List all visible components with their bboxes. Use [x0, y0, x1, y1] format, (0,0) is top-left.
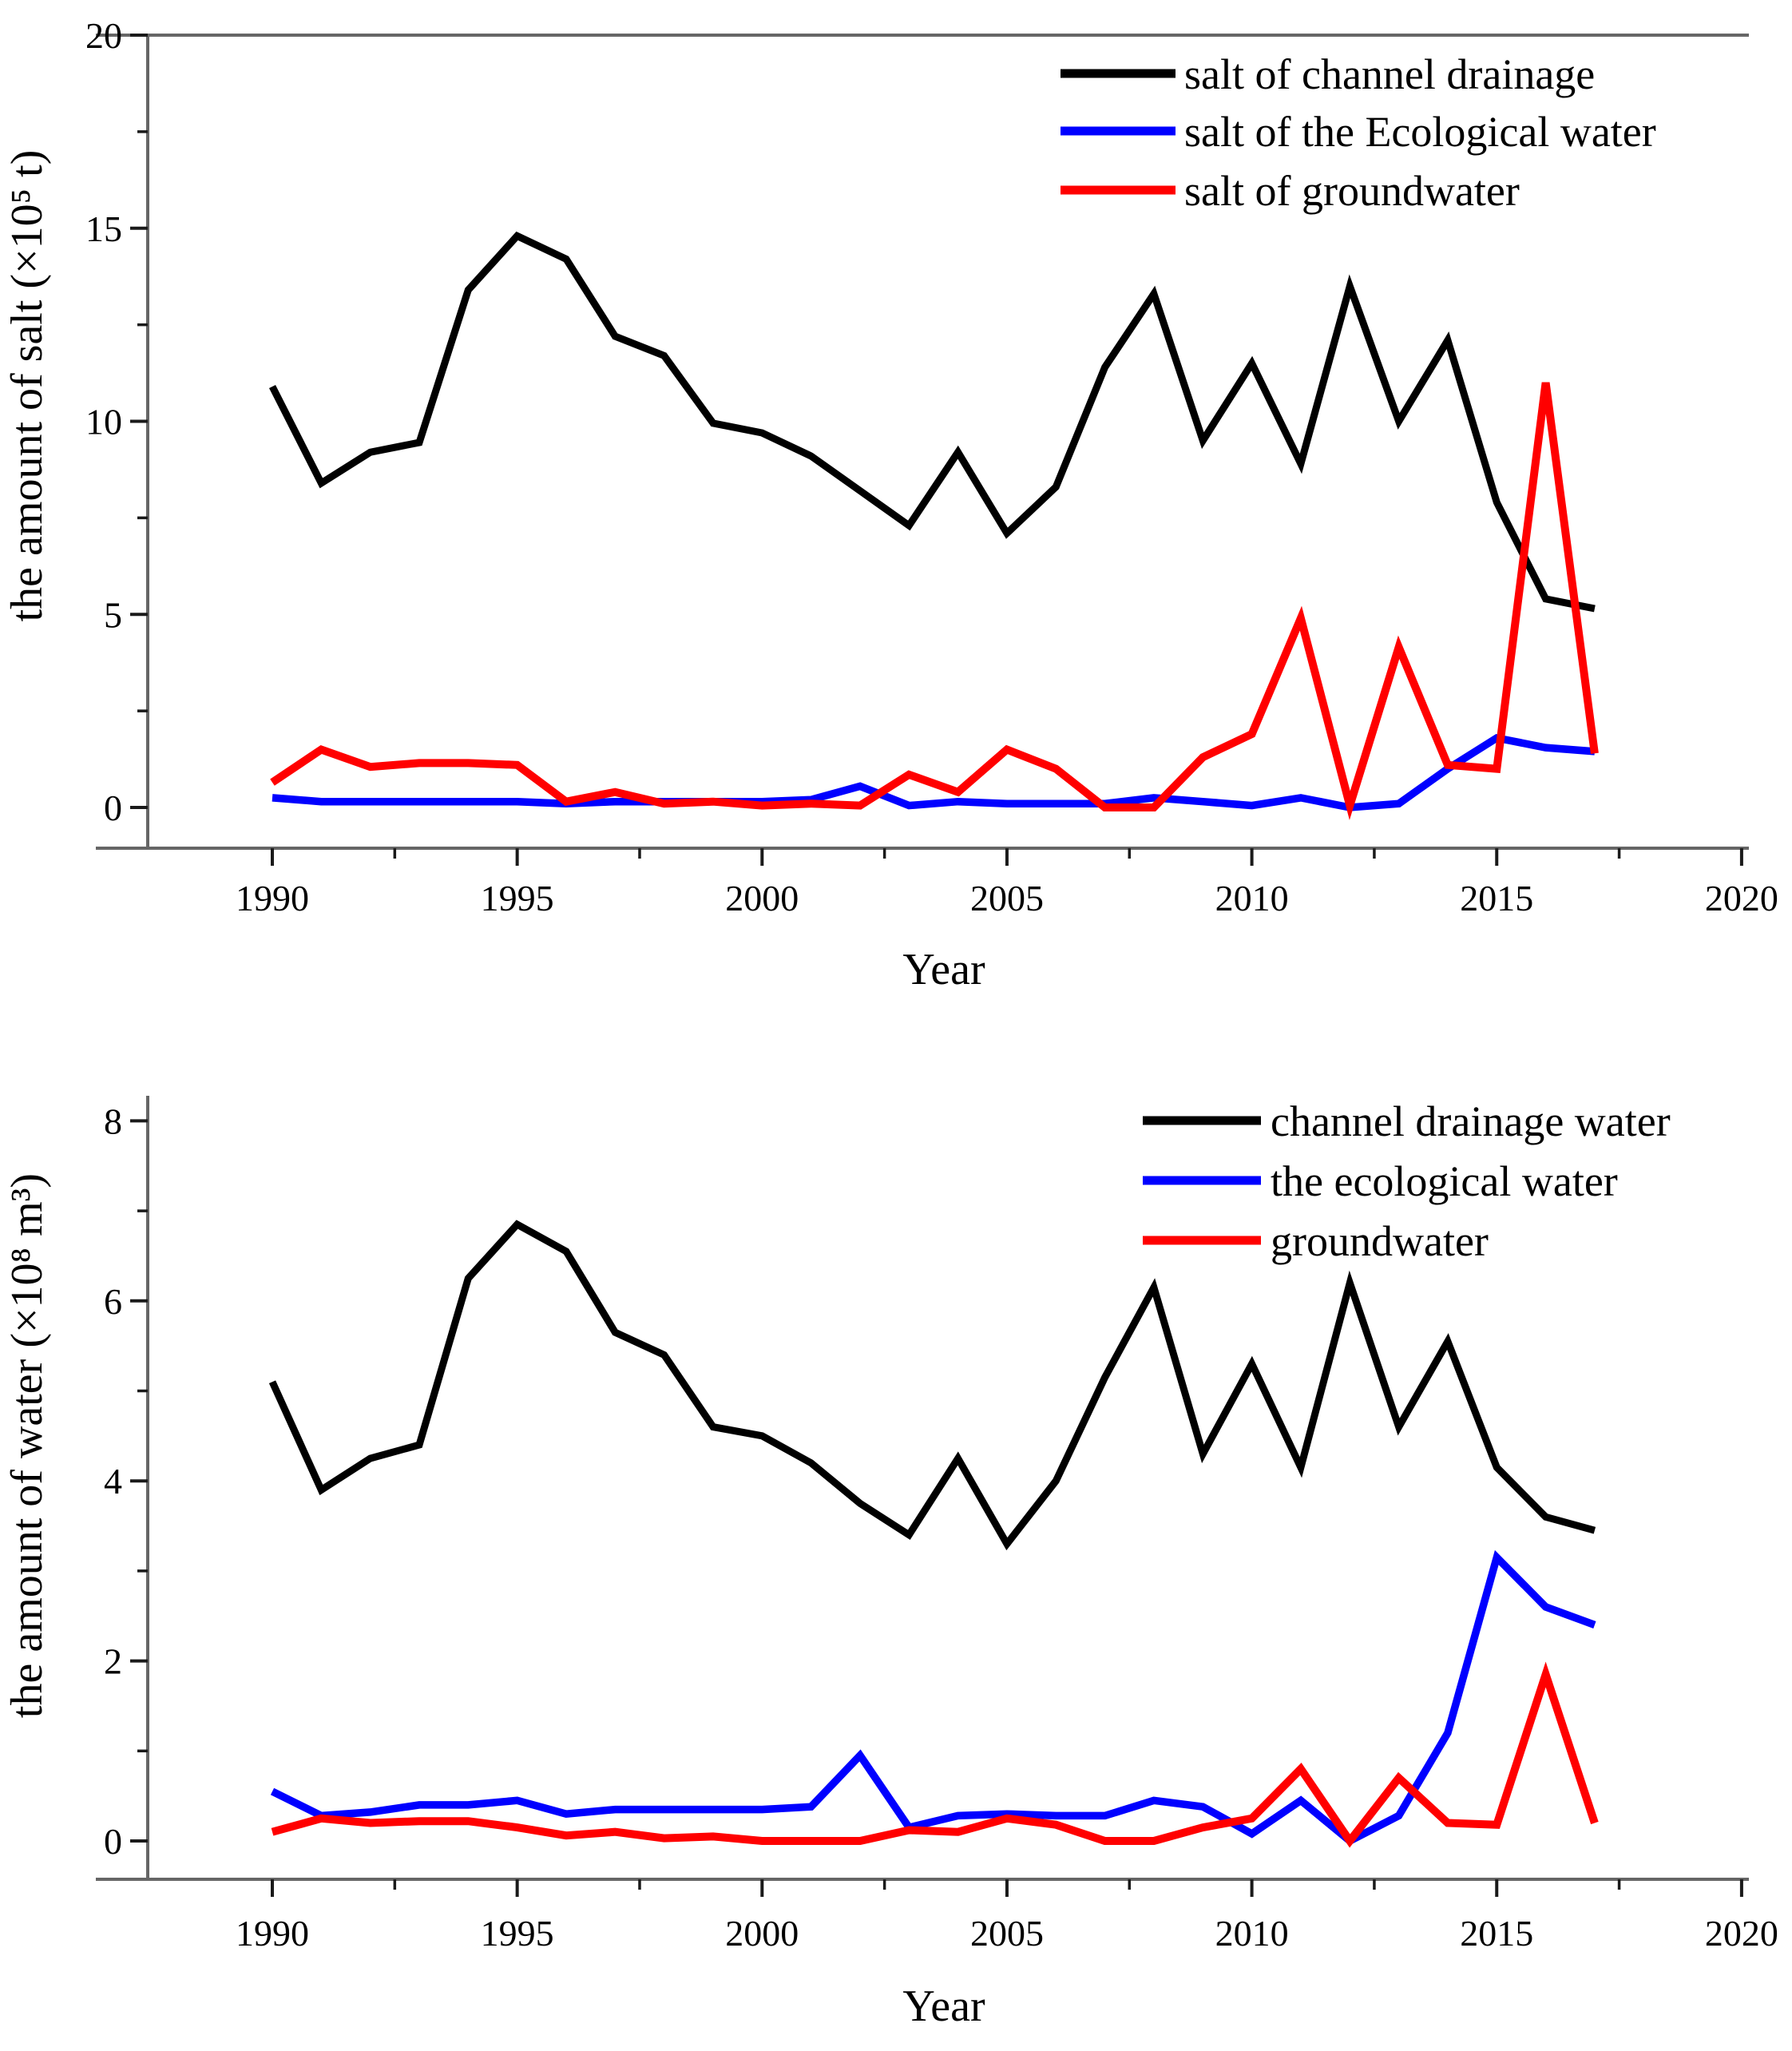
y-tick-label: 4 — [104, 1461, 122, 1502]
legend-item-groundwater — [1143, 1217, 1489, 1265]
y-tick-label: 6 — [104, 1280, 122, 1322]
x-tick-label: 2015 — [1460, 1913, 1534, 1954]
legend-item-salt-of-groundwater — [1061, 167, 1520, 215]
y-axis-ticks — [104, 1101, 148, 1862]
x-tick-label: 1990 — [236, 878, 309, 918]
legend-item-salt-of-the-ecological-water — [1061, 108, 1656, 156]
legend-label: salt of channel drainage — [1184, 50, 1596, 98]
legend-item-salt-of-channel-drainage — [1061, 50, 1595, 98]
legend — [1061, 50, 1656, 215]
x-axis-title: Year — [902, 1982, 985, 2031]
series-salt-of-channel-drainage-line — [272, 236, 1595, 609]
x-tick-label: 2010 — [1215, 878, 1289, 918]
x-tick-label: 2010 — [1215, 1913, 1289, 1954]
x-tick-label: 2000 — [725, 1913, 799, 1954]
x-tick-label: 1995 — [480, 1913, 554, 1954]
legend-label: salt of the Ecological water — [1184, 108, 1656, 156]
legend-label: salt of groundwater — [1184, 167, 1520, 215]
y-tick-label: 2 — [104, 1640, 122, 1682]
y-tick-label: 20 — [85, 15, 122, 56]
y-tick-label: 0 — [104, 787, 122, 828]
legend-label: channel drainage water — [1271, 1097, 1671, 1145]
x-tick-label: 2020 — [1704, 1913, 1778, 1954]
x-tick-label: 2005 — [969, 878, 1044, 918]
x-axis-title: Year — [902, 945, 985, 994]
salt-chart-panel — [2, 15, 1778, 994]
x-tick-label: 1990 — [236, 1913, 309, 1954]
water-chart-panel — [2, 1096, 1778, 2031]
series-the-ecological-water-line — [272, 1557, 1595, 1841]
x-tick-label: 2015 — [1460, 878, 1534, 918]
legend-label: groundwater — [1271, 1217, 1489, 1265]
legend-item-the-ecological-water — [1143, 1157, 1618, 1205]
y-tick-label: 8 — [104, 1101, 122, 1142]
series-channel-drainage-water-line — [272, 1224, 1595, 1544]
x-tick-label: 2000 — [725, 878, 799, 918]
y-tick-label: 10 — [85, 401, 122, 442]
series-lines — [272, 1224, 1595, 1841]
y-axis-title: the amount of salt (×10⁵ t) — [2, 149, 52, 622]
series-lines — [272, 236, 1595, 807]
x-tick-label: 2020 — [1704, 878, 1778, 918]
y-tick-label: 15 — [85, 208, 122, 249]
x-tick-label: 1995 — [480, 878, 554, 918]
legend — [1143, 1097, 1671, 1265]
y-axis-title: the amount of water (×10⁸ m³) — [2, 1172, 52, 1719]
y-tick-label: 0 — [104, 1821, 122, 1862]
series-salt-of-groundwater-line — [272, 383, 1595, 807]
legend-label: the ecological water — [1271, 1157, 1618, 1205]
x-axis-ticks — [236, 848, 1778, 918]
y-axis-ticks — [85, 15, 148, 828]
series-salt-of-the-ecological-water-line — [272, 738, 1595, 807]
y-tick-label: 5 — [104, 594, 122, 636]
x-tick-label: 2005 — [969, 1913, 1044, 1954]
legend-item-channel-drainage-water — [1143, 1097, 1671, 1145]
x-axis-ticks — [236, 1879, 1778, 1954]
